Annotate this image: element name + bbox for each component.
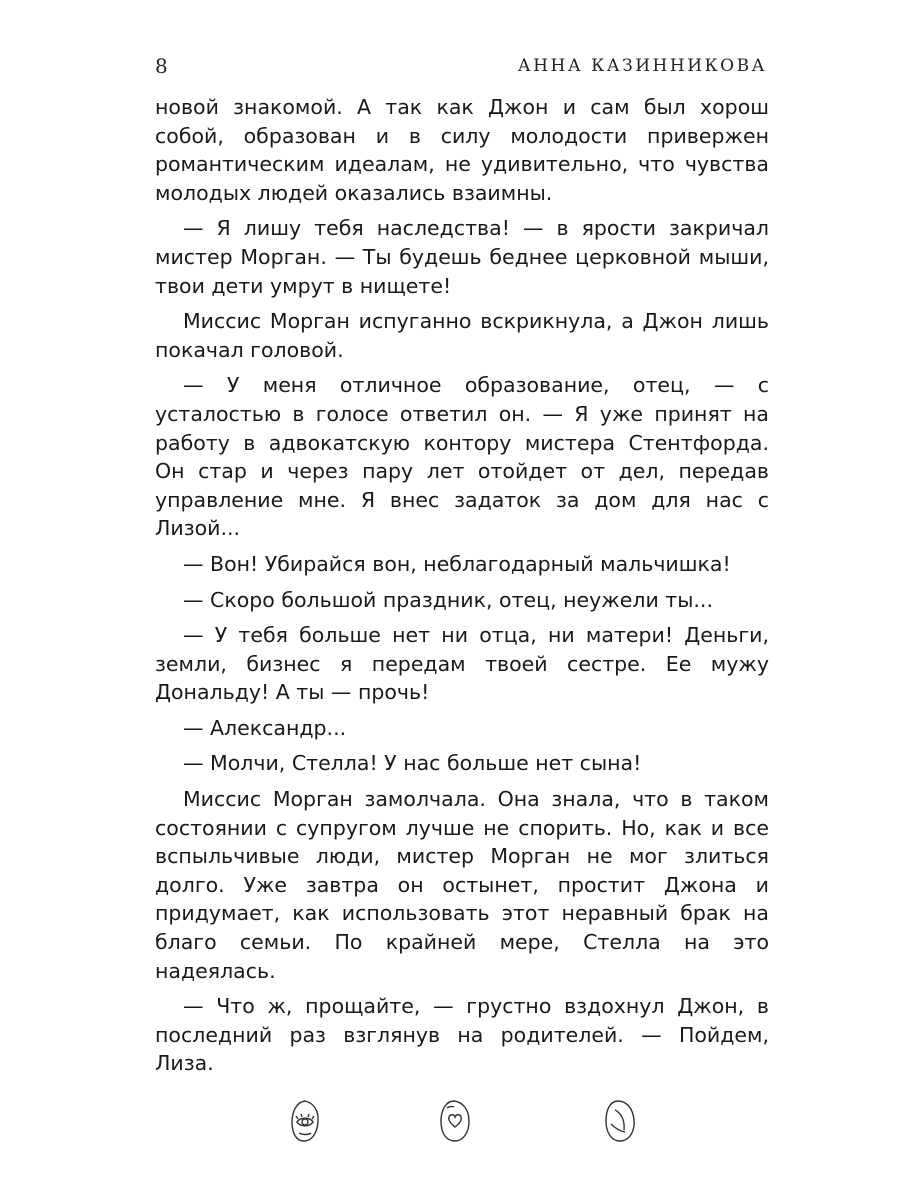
- running-head: [155, 54, 767, 84]
- paragraph: — У меня отличное образование, отец, — с усталостью в голосе ответил он. — Я уже принят на работу в адвокатскую контору мистера Стентфорда. Он стар и через пару лет отойдет от дел, передав управление мне. Я внес задаток за дом для нас с Лизой...: [155, 373, 769, 541]
- paragraph: новой знакомой. А так как Джон и сам был хорош собой, образован и в силу молодости привержен романтическим идеалам, не удивительно, что чувства молодых людей оказались взаимны.: [155, 95, 769, 205]
- paragraph: — У тебя больше нет ни отца, ни матери! Деньги, земли, бизнес я передам твоей сестре. Ее мужу Дональду! А ты — прочь!: [155, 623, 769, 705]
- paragraph: — Вон! Убирайся вон, неблагодарный мальчишка!: [183, 551, 731, 576]
- ornament-row: [0, 1098, 900, 1148]
- paragraph: — Скоро большой праздник, отец, неужели ты...: [183, 587, 713, 612]
- page-number: 8: [155, 54, 168, 78]
- paragraph: — Молчи, Стелла! У нас больше нет сына!: [183, 751, 642, 776]
- paragraph: Миссис Морган замолчала. Она знала, что в таком состоянии с супругом лучше не спорить. Но, как и все вспыльчивые люди, мистер Морган не мог злиться долго. Уже завтра он остынет, простит Джона и придумает, как использовать этот неравный брак на благо семьи. По крайней мере, Стелла на это надеялась.: [155, 787, 769, 983]
- paragraph: Миссис Морган испуганно вскрикнула, а Джон лишь покачал головой.: [155, 309, 769, 362]
- paragraph: — Александр...: [183, 715, 347, 740]
- paragraph: — Что ж, прощайте, — грустно вздохнул Джон, в последний раз взглянув на родителей. — Пойдем, Лиза.: [155, 994, 769, 1076]
- eye-stone-icon: [288, 1098, 322, 1144]
- author-name: АННА КАЗИННИКОВА: [517, 56, 767, 76]
- plain-stone-icon: [603, 1098, 637, 1144]
- heart-stone-icon: [438, 1098, 472, 1144]
- paragraph: — Я лишу тебя наследства! — в ярости закричал мистер Морган. — Ты будешь беднее церковной мыши, твои дети умрут в нищете!: [155, 216, 769, 298]
- body-text: [155, 93, 769, 1085]
